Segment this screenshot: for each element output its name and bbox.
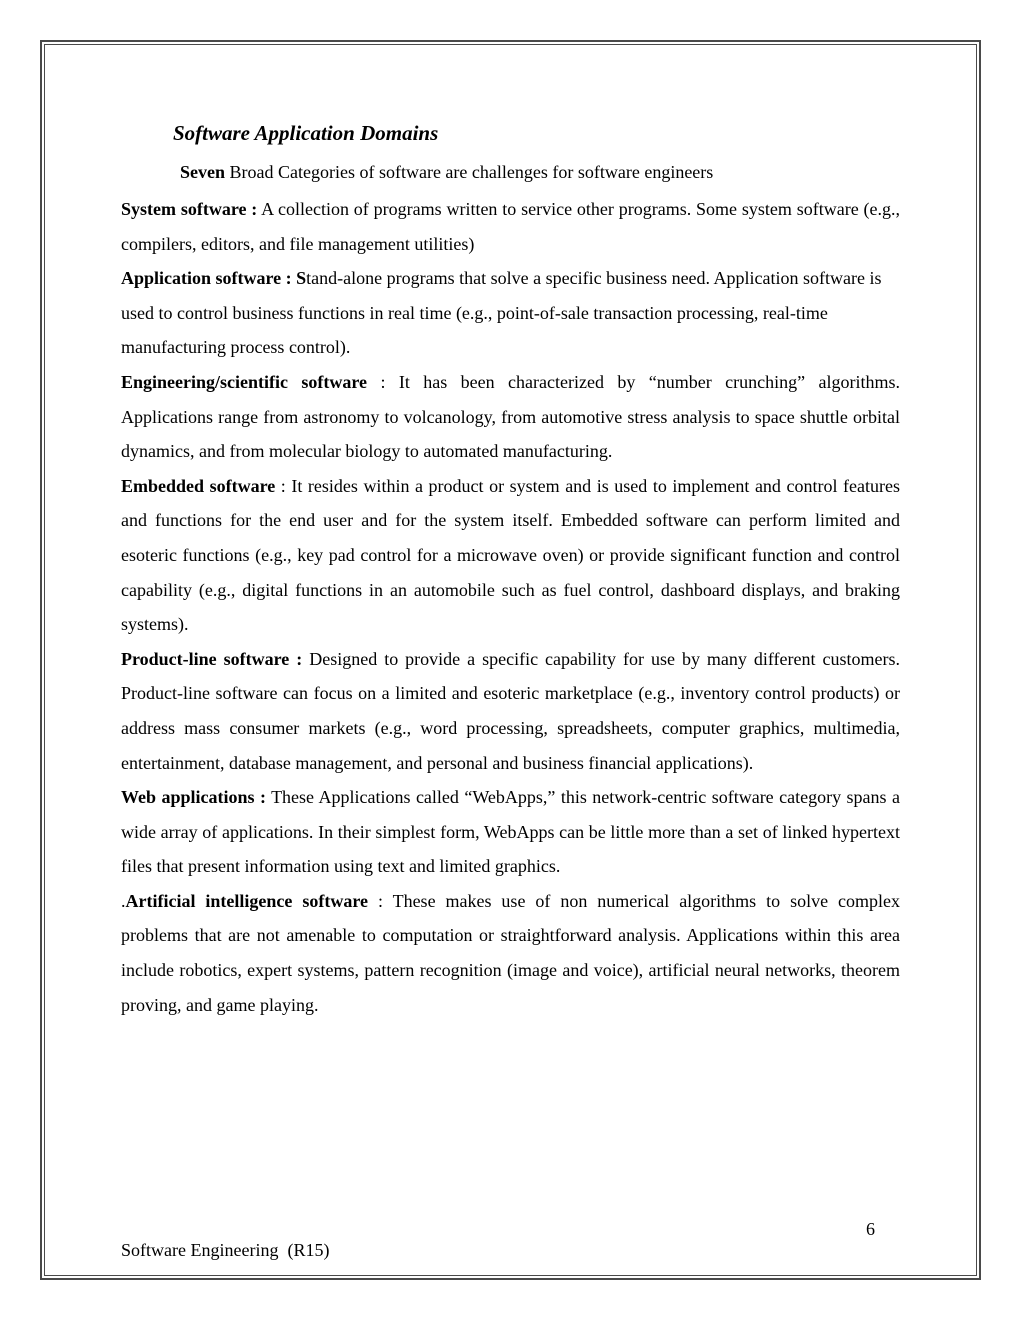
footer-course-title: Software Engineering (R15) [121, 1240, 330, 1260]
category-prefix: . [121, 890, 126, 911]
page-number: 6 [866, 1219, 875, 1239]
category-term: Engineering/scientific software [121, 371, 368, 392]
category-term: System software : [121, 199, 258, 219]
category-application-software [121, 261, 900, 365]
intro-line [180, 158, 713, 186]
categories-body [121, 192, 900, 1022]
category-term: Web applications : [121, 787, 266, 808]
category-web-applications [121, 780, 900, 884]
category-text: These Applications called “WebApps,” this network-centric software category spans a wide array of applications. In their simplest form, WebApps can be little more than a set of linked hypertext files that present information using text and limited graphics. [121, 787, 900, 877]
category-text: : It resides within a product or system and is used to implement and control features and functions for the end user and for the system itself. Embedded software can perform limited and esoteric functions (e.g., key pad control for a microwave oven) or provide significant function and control capability (e.g., digital functions in an automobile such as fuel control, dashboard displays, and braking systems). [121, 475, 900, 635]
intro-lead: Seven [180, 162, 225, 182]
category-text: : It has been characterized by “number crunching” algorithms. Applications range from astronomy to volcanology, from automotive stress analysis to space shuttle orbital dynamics, and from molecular biology to automated manufacturing. [121, 371, 901, 462]
category-term: Application software : S [121, 268, 307, 289]
category-engineering-scientific-software [121, 365, 900, 469]
category-text: tand-alone programs that solve a specific business need. Application software is used to control business functions in real time (e.g., point-of-sale transaction processing, real-time manufacturing process control). [121, 268, 882, 358]
category-term: Artificial intelligence software [125, 890, 368, 911]
category-artificial-intelligence-software [121, 884, 900, 1022]
category-product-line-software [121, 642, 900, 780]
category-text: : These makes use of non numerical algorithms to solve complex problems that are not amenable to computation or straightforward analysis. Applications within this area include robotics, expert systems, pattern recognition (image and voice), artificial neural networks, theorem proving, and game playing. [121, 890, 901, 1015]
category-text: Designed to provide a specific capability for use by many different customers. Product-line software can focus on a limited and esoteric marketplace (e.g., inventory control products) or address mass consumer markets (e.g., word processing, spreadsheets, computer graphics, multimedia, entertainment, database management, and personal and business financial applications). [121, 648, 900, 773]
category-text: A collection of programs written to service other programs. Some system software (e.g., compilers, editors, and file management utilities) [121, 199, 901, 254]
category-embedded-software [121, 469, 900, 642]
category-term: Product-line software : [121, 648, 303, 669]
category-term: Embedded software [121, 475, 276, 496]
section-title: Software Application Domains [173, 121, 439, 145]
intro-text: Broad Categories of software are challenges for software engineers [225, 162, 714, 182]
category-system-software [121, 192, 900, 261]
